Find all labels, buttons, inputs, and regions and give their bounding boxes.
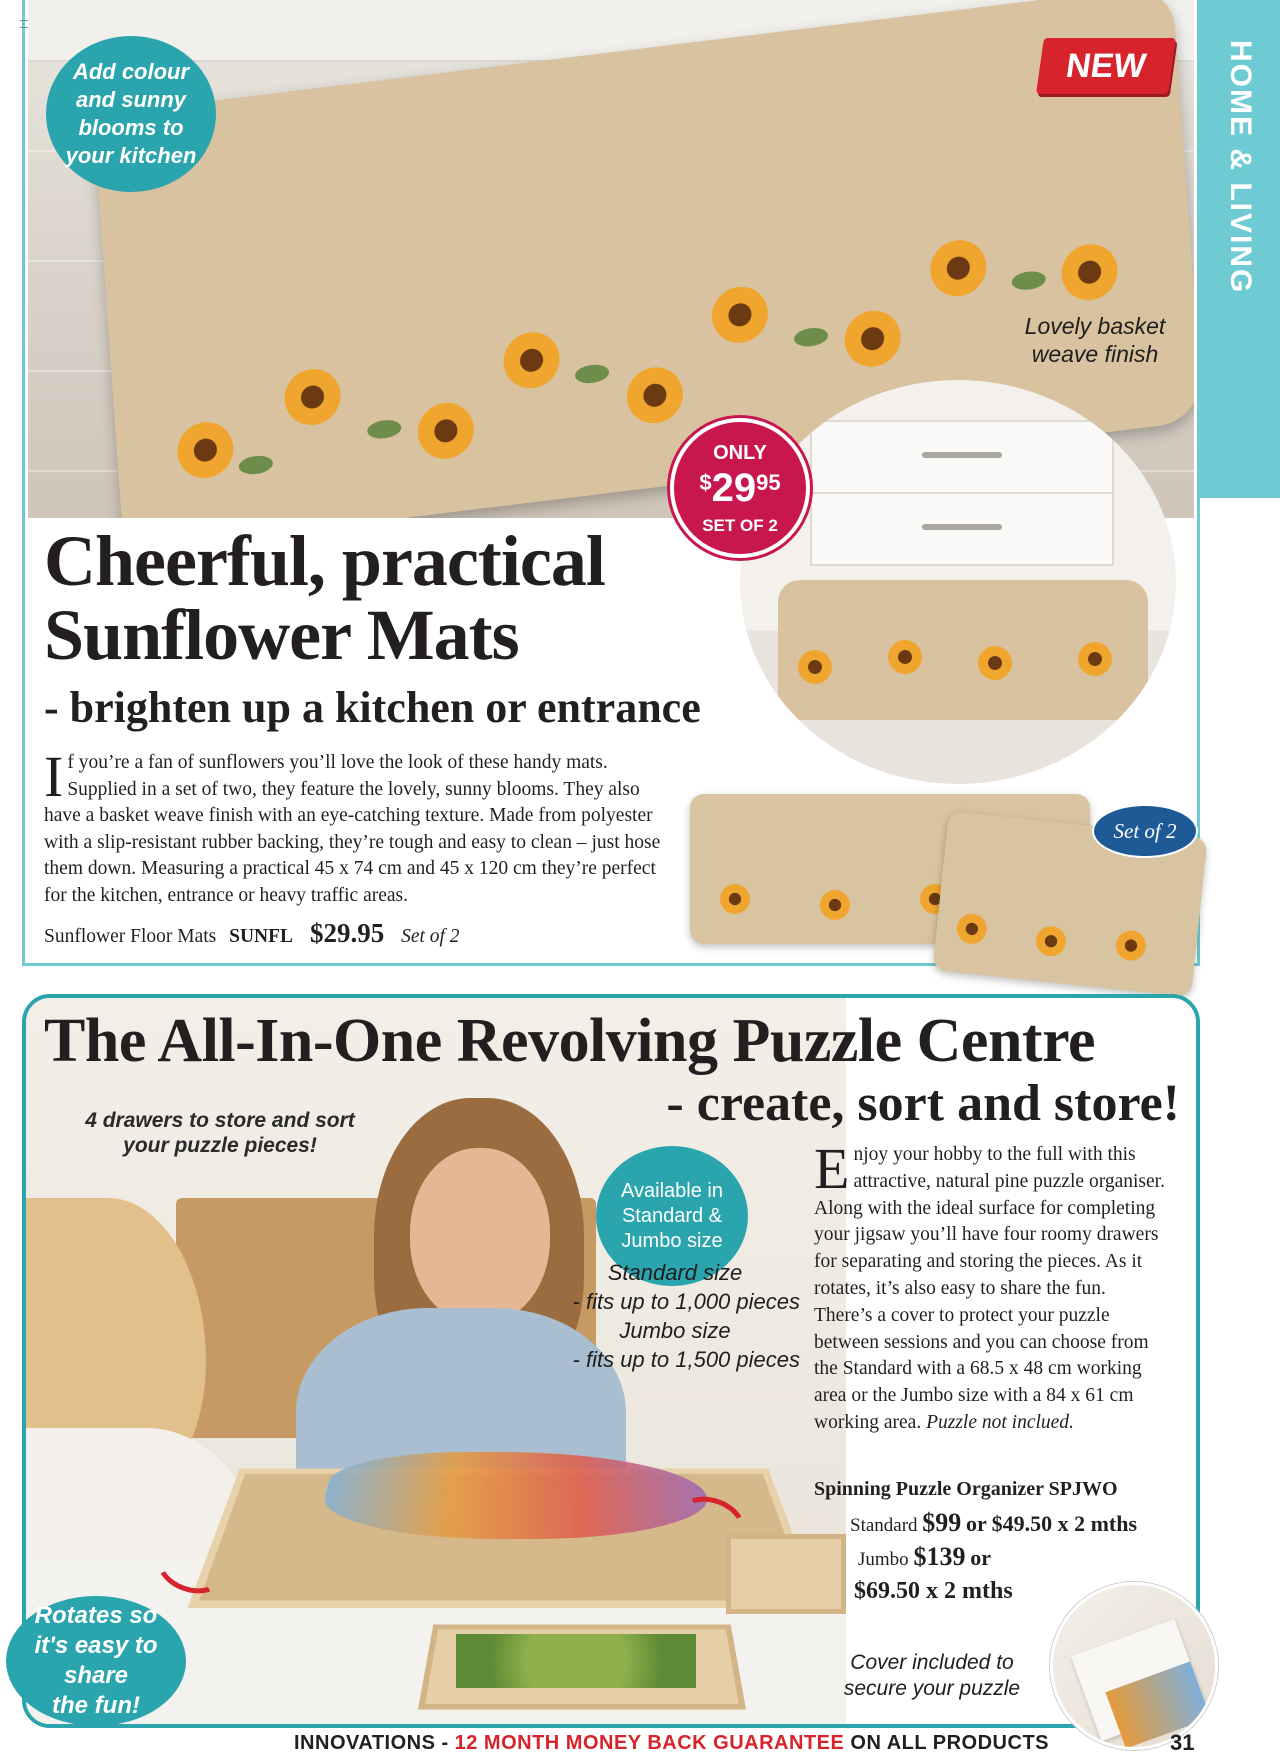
cover-caption: [826, 1650, 1038, 1702]
puzzle-description: [814, 1136, 1166, 1437]
bubble-line: Standard &: [621, 1204, 723, 1227]
price-seal-set: SET OF 2: [702, 516, 778, 535]
product-note: Set of 2: [401, 926, 460, 947]
puzzle-product-line: [814, 1478, 1184, 1501]
caption-line: weave finish: [1031, 341, 1159, 367]
size-caption: [560, 1258, 800, 1374]
page-number: 31: [1170, 1730, 1195, 1755]
footer-rest: ON ALL PRODUCTS: [850, 1732, 1050, 1754]
standard-label: Standard: [850, 1515, 918, 1536]
drop-cap: E: [814, 1136, 850, 1201]
footer-guarantee: [294, 1732, 1049, 1755]
kitchen-inset-photo: [740, 380, 1176, 784]
mats-body-text: f you’re a fan of sunflowers you’ll love the look of these handy mats. Supplied in a set of two, they feature the lovely, sunny blooms. They also have a basket weave finish with an eye-catching texture. Made from polyester with a slip-resistant rubber backing, they’re tough and easy to clean – just hose them down. Measuring a practical 45 x 74 cm and 45 x 120 cm they’re perfect for the kitchen, entrance or heavy traffic areas.: [44, 752, 661, 906]
footer-dash: -: [441, 1732, 449, 1754]
bubble-line: Available in: [621, 1179, 723, 1202]
jumbo-price: $139: [913, 1542, 966, 1571]
caption-line: Cover included to: [850, 1651, 1014, 1674]
bubble-line: it's easy to share: [34, 1632, 158, 1689]
standard-size-title: Standard size: [607, 1260, 743, 1285]
product-name: Sunflower Floor Mats: [44, 926, 217, 947]
colour-callout-bubble: [46, 36, 216, 192]
puzzle-note: Puzzle not inclued.: [926, 1411, 1074, 1433]
headline-line: Cheerful, practical: [44, 521, 605, 601]
cover-inset-photo: [1050, 1582, 1218, 1750]
mats-order-line: [44, 918, 684, 949]
callout-line: blooms to: [78, 115, 184, 140]
menu-icon: [20, 20, 28, 28]
puzzle-subheadline: - create, sort and store!: [666, 1075, 1180, 1132]
standard-price-line: [850, 1508, 1210, 1538]
jumbo-size-detail: - fits up to 1,500 pieces: [572, 1347, 800, 1372]
standard-price: $99: [922, 1508, 962, 1537]
price-seal-amount: $^{\$}29^{95}$: [699, 466, 781, 510]
weave-finish-caption: [1000, 312, 1190, 368]
mats-description: [44, 744, 668, 910]
standard-or: or: [966, 1511, 987, 1536]
jumbo-or: or: [970, 1545, 991, 1570]
bubble-line: Rotates so: [34, 1602, 158, 1629]
bubble-line: the fun!: [52, 1692, 140, 1719]
side-tab-label: HOME & LIVING: [1224, 40, 1257, 295]
headline-line: Sunflower Mats: [44, 595, 519, 675]
set-of-two-badge: Set of 2: [1092, 804, 1198, 858]
puzzle-drawer: [726, 1534, 846, 1614]
product-code: SUNFL: [229, 926, 294, 947]
new-badge: NEW: [1036, 38, 1176, 94]
standard-instalment: $49.50 x 2 mths: [991, 1511, 1138, 1536]
drop-cap: I: [44, 744, 64, 809]
jumbo-size-title: Jumbo size: [619, 1318, 731, 1343]
callout-line: your kitchen: [65, 143, 197, 168]
mats-subheadline: - brighten up a kitchen or entrance: [44, 683, 701, 732]
footer-guarantee-text: 12 MONTH MONEY BACK GUARANTEE: [454, 1732, 845, 1754]
callout-line: Add colour: [72, 59, 190, 84]
drawers-caption: [80, 1108, 360, 1158]
caption-line: your puzzle pieces!: [123, 1134, 317, 1157]
puzzle-headline: The All-In-One Revolving Puzzle Centre: [44, 1007, 1095, 1075]
footer-brand: INNOVATIONS: [294, 1732, 436, 1754]
product-price: $29.95: [309, 918, 385, 948]
rotates-callout-bubble: [6, 1596, 186, 1726]
bubble-line: Jumbo size: [621, 1229, 723, 1252]
jumbo-instalment: $69.50 x 2 mths: [854, 1578, 1013, 1604]
product-code: SPJWO: [1048, 1478, 1118, 1500]
mats-headline: [44, 521, 724, 675]
standard-size-detail: - fits up to 1,000 pieces: [572, 1289, 800, 1314]
product-name: Spinning Puzzle Organizer: [814, 1478, 1044, 1500]
caption-line: 4 drawers to store and sort: [85, 1109, 355, 1132]
price-seal-only: ONLY: [713, 442, 767, 464]
drawer: [810, 420, 1114, 494]
callout-line: and sunny: [75, 87, 186, 112]
jumbo-label: Jumbo: [858, 1549, 909, 1570]
drawer: [810, 492, 1114, 566]
caption-line: secure your puzzle: [843, 1677, 1021, 1700]
jumbo-price-line: [858, 1542, 1158, 1572]
sunflower-mat-inset: [778, 580, 1148, 720]
puzzle-body-text: njoy your hobby to the full with this attractive, natural pine puzzle organiser. Along with the ideal surface for completing your jigsaw you’ll have four roomy drawers for separating and storing the pieces. As it rotates, it’s also easy to share the fun. There’s a cover to protect your puzzle between sessions and you can choose from the Standard with a 68.5 x 48 cm working area or the Jumbo size with a 84 x 61 cm working area.: [814, 1144, 1165, 1433]
caption-line: Lovely basket: [1024, 313, 1166, 339]
